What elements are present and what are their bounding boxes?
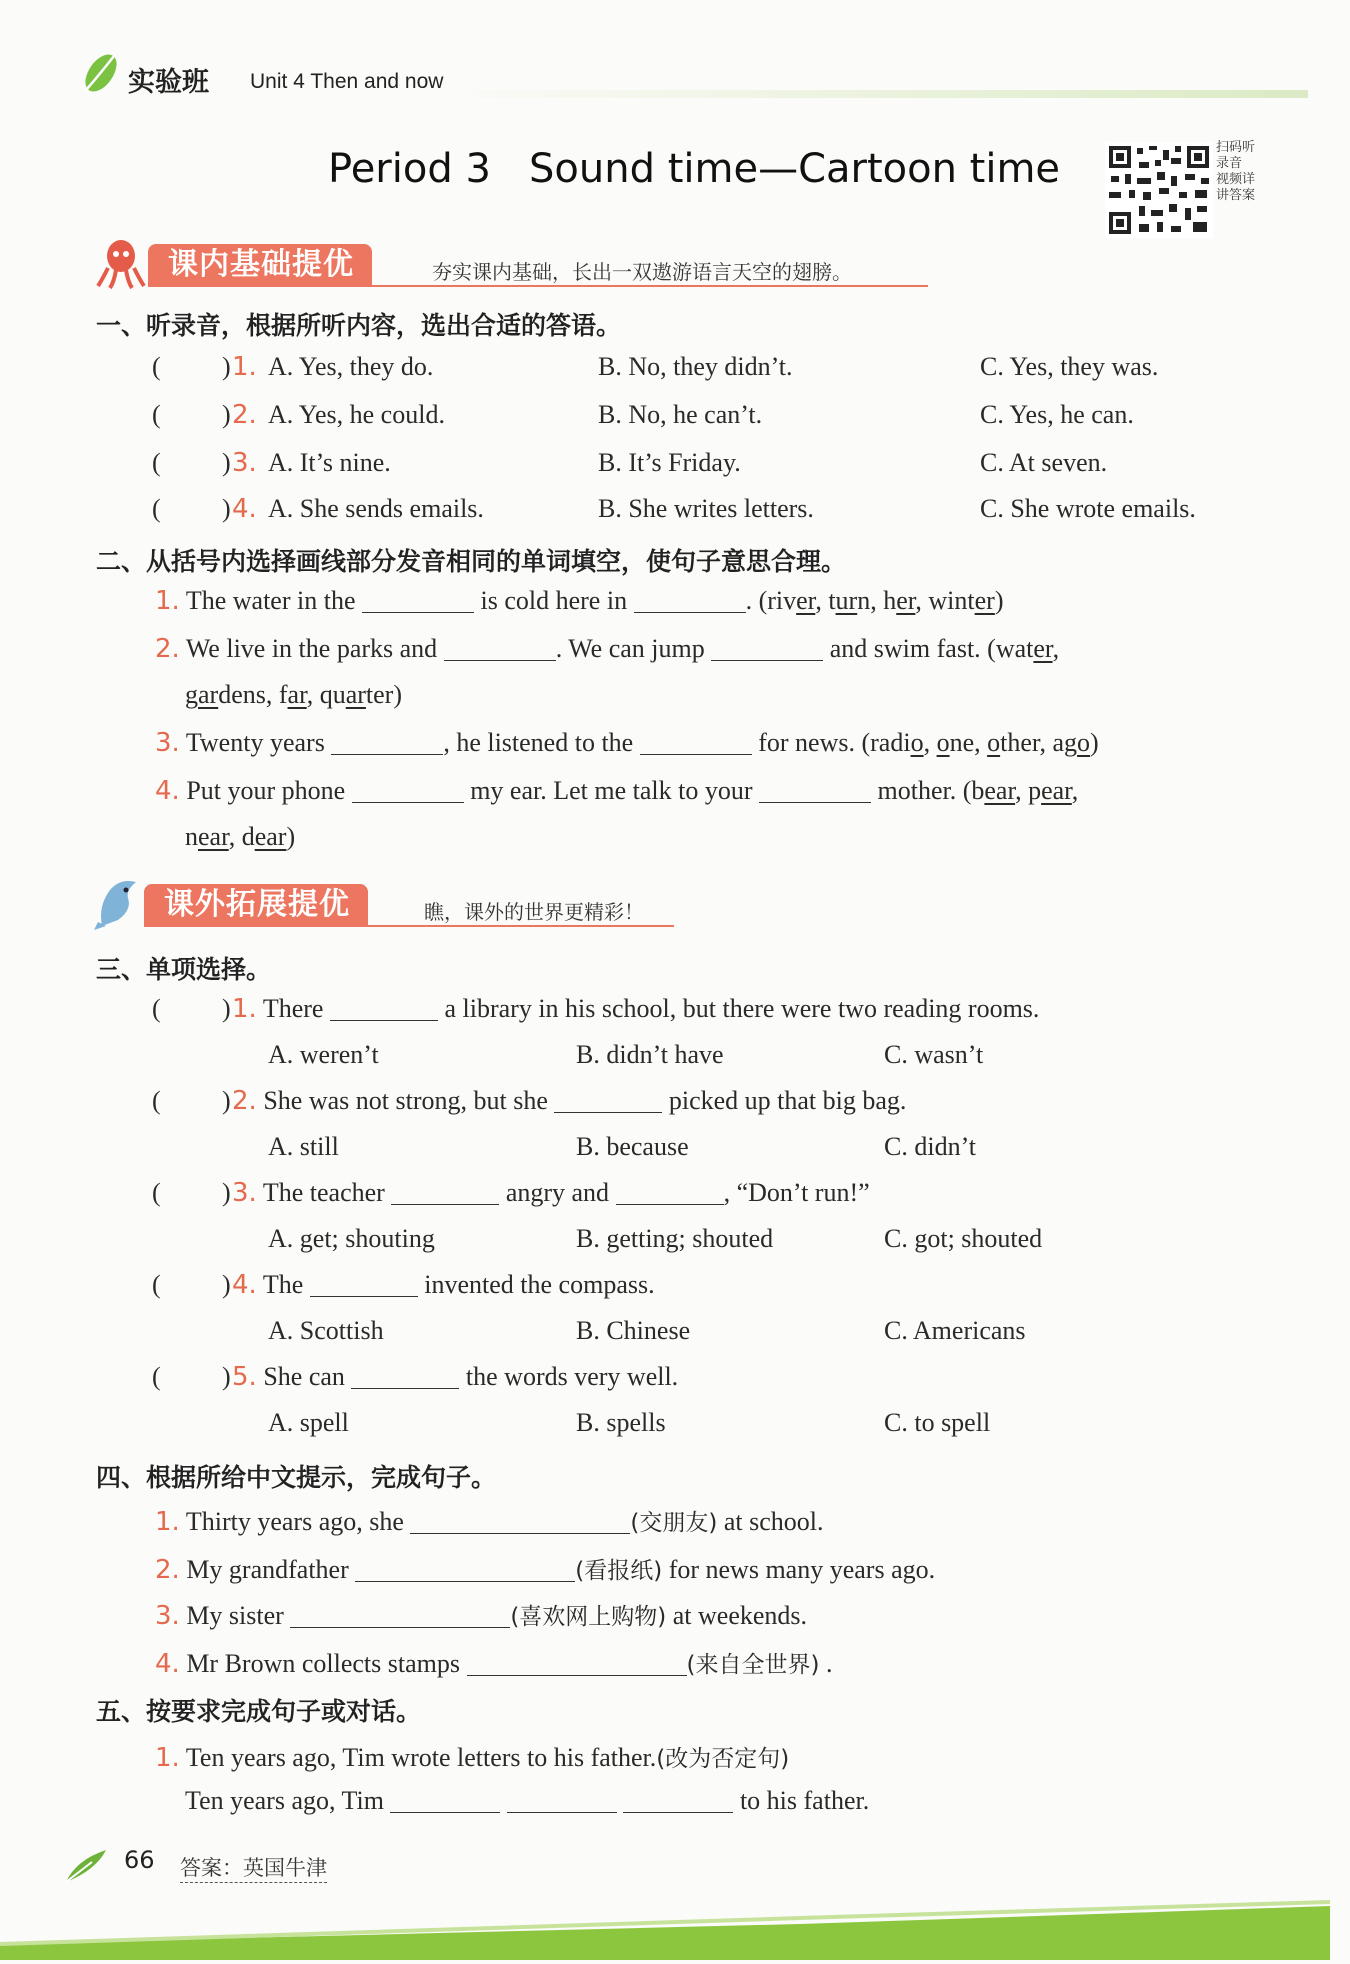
- list-item: 4. Mr Brown collects stamps (来自全世界) .: [155, 1649, 833, 1679]
- option-a: A. She sends emails.: [268, 494, 484, 523]
- list-item: 1.: [232, 352, 257, 382]
- list-item: 2. My grandfather (看报纸) for news many years ago.: [155, 1555, 936, 1585]
- option-b: B. Chinese: [576, 1316, 691, 1345]
- option-b: B. because: [576, 1132, 689, 1161]
- option-a: A. still: [268, 1132, 339, 1161]
- list-item: 4. The invented the compass.: [232, 1270, 655, 1300]
- answer-blank[interactable]: [410, 1507, 630, 1534]
- option-c: C. At seven.: [980, 448, 1108, 477]
- page-title: Period 3 Sound time—Cartoon time: [328, 146, 1061, 192]
- answer-parens[interactable]: ): [222, 1362, 231, 1391]
- shark-icon: [92, 876, 144, 932]
- answer-parens[interactable]: (: [152, 494, 161, 523]
- answer-parens[interactable]: (: [152, 1270, 161, 1299]
- option-a: A. Scottish: [268, 1316, 384, 1345]
- brand-name: 实验班: [128, 67, 209, 98]
- option-a: A. Yes, he could.: [268, 400, 445, 429]
- list-item: 2. She was not strong, but she picked up that big bag.: [232, 1086, 907, 1116]
- part5-q1-answer: Ten years ago, Tim to his father.: [185, 1786, 870, 1815]
- answer-parens[interactable]: ): [222, 400, 231, 429]
- answer-blank[interactable]: [352, 776, 464, 803]
- list-item: 4.: [232, 494, 257, 524]
- answer-parens[interactable]: ): [222, 1086, 231, 1115]
- banner-underline: [148, 285, 928, 287]
- brand-leaf-icon: [78, 50, 124, 96]
- answer-parens[interactable]: ): [222, 994, 231, 1023]
- option-c: C. didn’t: [884, 1132, 976, 1161]
- section-banner-basic: 课内基础提优: [148, 244, 372, 286]
- option-c: C. Yes, he can.: [980, 400, 1134, 429]
- answer-blank[interactable]: [390, 1786, 500, 1813]
- answer-blank[interactable]: [554, 1086, 662, 1113]
- section-banner-note: 夯实课内基础，长出一双遨游语言天空的翅膀。: [432, 260, 852, 284]
- part2-q4: 4. Put your phone my ear. Let me talk to your mother. (bear, pear,: [155, 776, 1079, 806]
- part2-q2-cont: gardens, far, quarter): [185, 680, 403, 709]
- answer-parens[interactable]: (: [152, 352, 161, 381]
- list-item: 3. My sister (喜欢网上购物) at weekends.: [155, 1601, 808, 1631]
- answer-blank[interactable]: [330, 994, 438, 1021]
- option-a: A. weren’t: [268, 1040, 379, 1069]
- answer-parens[interactable]: ): [222, 352, 231, 381]
- answer-blank[interactable]: [391, 1178, 499, 1205]
- answer-blank[interactable]: [331, 728, 443, 755]
- answer-blank[interactable]: [507, 1786, 617, 1813]
- answer-parens[interactable]: (: [152, 1086, 161, 1115]
- option-b: B. No, they didn’t.: [598, 352, 793, 381]
- answer-blank[interactable]: [623, 1786, 733, 1813]
- answer-blank[interactable]: [310, 1270, 418, 1297]
- section-banner-note: 瞧，课外的世界更精彩！: [424, 900, 644, 924]
- part2-q4-cont: near, dear): [185, 822, 296, 851]
- qr-code[interactable]: [1105, 142, 1213, 238]
- part2-q1: 1. The water in the is cold here in . (river, turn, her, winter): [155, 586, 1004, 616]
- list-item: 1. There a library in his school, but there were two reading rooms.: [232, 994, 1040, 1024]
- list-item: 1. Thirty years ago, she (交朋友) at school.: [155, 1507, 824, 1537]
- section-banner-extended: 课外拓展提优: [144, 884, 368, 926]
- page-number: 66: [124, 1846, 155, 1874]
- option-a: A. Yes, they do.: [268, 352, 434, 381]
- answer-blank[interactable]: [362, 586, 474, 613]
- answer-blank[interactable]: [467, 1649, 687, 1676]
- list-item: 3. The teacher angry and , “Don’t run!”: [232, 1178, 870, 1208]
- option-c: C. Americans: [884, 1316, 1026, 1345]
- part5-q1: 1. Ten years ago, Tim wrote letters to his father.(改为否定句): [155, 1743, 790, 1773]
- answer-parens[interactable]: ): [222, 1270, 231, 1299]
- header-rule: [470, 90, 1308, 98]
- part2-heading: 二、从括号内选择画线部分发音相同的单词填空，使句子意思合理。: [96, 547, 847, 576]
- answer-parens[interactable]: (: [152, 400, 161, 429]
- part4-heading: 四、根据所给中文提示，完成句子。: [96, 1463, 497, 1492]
- answer-blank[interactable]: [290, 1601, 510, 1628]
- answer-blank[interactable]: [634, 586, 746, 613]
- part2-q2: 2. We live in the parks and . We can jump and swim fast. (water,: [155, 634, 1060, 664]
- answer-parens[interactable]: (: [152, 1362, 161, 1391]
- answer-parens[interactable]: (: [152, 1178, 161, 1207]
- list-item: 2.: [232, 400, 257, 430]
- footer-green-band: [0, 1900, 1350, 1960]
- option-c: C. got; shouted: [884, 1224, 1043, 1253]
- part3-heading: 三、单项选择。: [96, 955, 272, 984]
- answer-blank[interactable]: [759, 776, 871, 803]
- part1-heading: 一、听录音，根据所听内容，选出合适的答语。: [96, 311, 622, 340]
- list-item: 3.: [232, 448, 257, 478]
- option-b: B. getting; shouted: [576, 1224, 774, 1253]
- option-c: C. wasn’t: [884, 1040, 984, 1069]
- option-b: B. No, he can’t.: [598, 400, 763, 429]
- list-item: 5. She can the words very well.: [232, 1362, 679, 1392]
- answer-parens[interactable]: (: [152, 994, 161, 1023]
- option-c: C. She wrote emails.: [980, 494, 1196, 523]
- answer-blank[interactable]: [444, 634, 556, 661]
- option-b: B. She writes letters.: [598, 494, 814, 523]
- footer-answer-label: 答案：英国牛津: [180, 1852, 327, 1883]
- option-b: B. spells: [576, 1408, 666, 1437]
- option-a: A. It’s nine.: [268, 448, 391, 477]
- option-b: B. didn’t have: [576, 1040, 724, 1069]
- answer-parens[interactable]: ): [222, 1178, 231, 1207]
- option-c: C. Yes, they was.: [980, 352, 1159, 381]
- answer-parens[interactable]: ): [222, 448, 231, 477]
- qr-side-text: 扫码听录音 视频详讲答案: [1216, 140, 1256, 203]
- answer-blank[interactable]: [351, 1362, 459, 1389]
- footer-leaf-icon: [62, 1846, 110, 1886]
- header-unit: Unit 4 Then and now: [250, 70, 444, 93]
- answer-parens[interactable]: (: [152, 448, 161, 477]
- part5-heading: 五、按要求完成句子或对话。: [96, 1697, 422, 1726]
- octopus-icon: [96, 236, 146, 290]
- answer-blank[interactable]: [616, 1178, 724, 1205]
- answer-blank[interactable]: [640, 728, 752, 755]
- option-a: A. get; shouting: [268, 1224, 435, 1253]
- answer-parens[interactable]: ): [222, 494, 231, 523]
- option-b: B. It’s Friday.: [598, 448, 741, 477]
- part2-q3: 3. Twenty years , he listened to the for news. (radio, one, other, ago): [155, 728, 1099, 758]
- option-c: C. to spell: [884, 1408, 991, 1437]
- answer-blank[interactable]: [355, 1555, 575, 1582]
- answer-blank[interactable]: [711, 634, 823, 661]
- option-a: A. spell: [268, 1408, 349, 1437]
- banner-underline: [144, 925, 674, 927]
